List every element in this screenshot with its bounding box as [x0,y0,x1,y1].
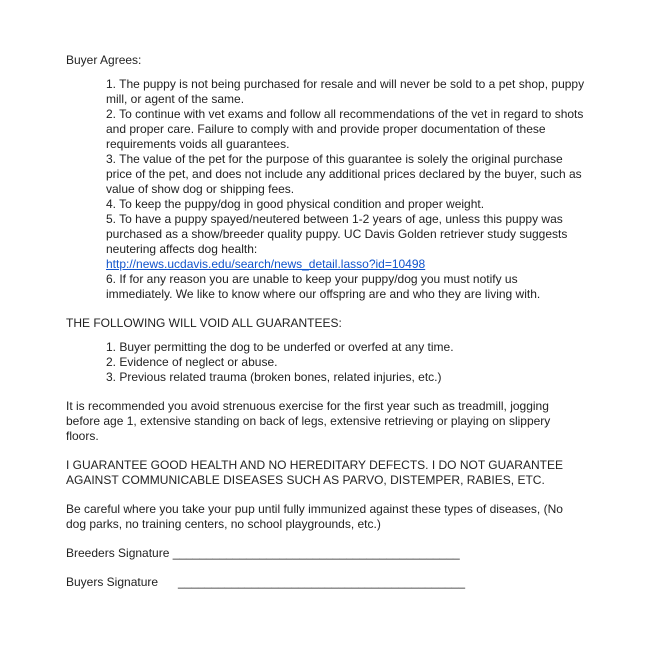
caution-note: Be careful where you take your pup until fully immunized against these types of diseases, (No dog parks, no training centers, no school playgrounds, etc.) [66,502,563,531]
breeder-signature-line: Breeders Signature ___________________________________________ [66,546,460,560]
list-item: 3. Previous related trauma (broken bones, related injuries, etc.) [106,370,442,384]
list-item: 1. Buyer permitting the dog to be underfed or overfed at any time. [106,340,454,354]
buyer-agrees-list [66,77,586,302]
list-item [106,212,586,272]
list-item: 6. If for any reason you are unable to keep your puppy/dog you must notify us immediately. We like to know where our offspring are and who they are living with. [106,272,541,301]
uc-davis-study-link[interactable]: http://news.ucdavis.edu/search/news_detail.lasso?id=10498 [106,257,426,271]
list-item: 2. Evidence of neglect or abuse. [106,355,278,369]
buyer-agrees-heading: Buyer Agrees: [66,53,142,67]
health-guarantee: I GUARANTEE GOOD HEALTH AND NO HEREDITARY DEFECTS. I DO NOT GUARANTEE AGAINST COMMUNICABLE DISEASES SUCH AS PARVO, DISTEMPER, RABIES, ETC. [66,458,563,487]
list-item: 3. The value of the pet for the purpose of this guarantee is solely the original purchase price of the pet, and does not include any additional prices declared by the buyer, such as value of show dog or shipping fees. [106,152,582,196]
list-item: 1. The puppy is not being purchased for resale and will never be sold to a pet shop, puppy mill, or agent of the same. [106,77,585,106]
list-item-text: 5. To have a puppy spayed/neutered between 1-2 years of age, unless this puppy was purchased as a show/breeder quality puppy. UC Davis Golden retriever study suggests neutering affects dog health: [106,212,568,256]
void-guarantees-list [66,340,586,385]
list-item: 4. To keep the puppy/dog in good physical condition and proper weight. [106,197,485,211]
void-guarantees-heading: THE FOLLOWING WILL VOID ALL GUARANTEES: [66,316,342,330]
exercise-note: It is recommended you avoid strenuous exercise for the first year such as treadmill, jogging before age 1, extensive standing on back of legs, extensive retrieving or playing on slippery floors. [66,399,551,443]
guarantee-document [66,53,586,604]
list-item: 2. To continue with vet exams and follow all recommendations of the vet in regard to shots and proper care. Failure to comply with and provide proper documentation of these requirements voids all guarantees. [106,107,584,151]
buyer-signature-line: Buyers Signature ___________________________________________ [66,575,466,589]
